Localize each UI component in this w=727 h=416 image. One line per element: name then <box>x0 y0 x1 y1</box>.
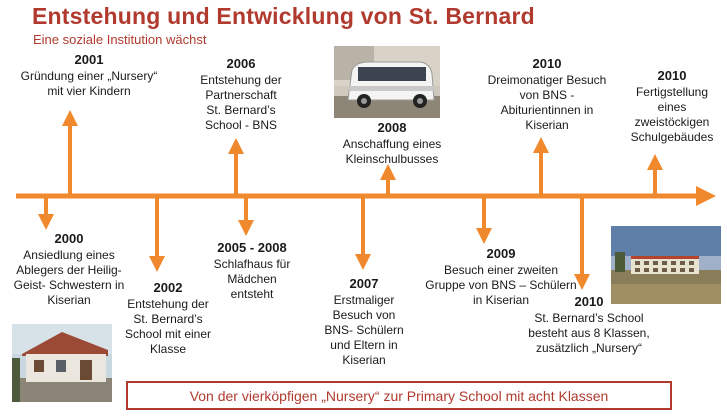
page-title: Entstehung und Entwicklung von St. Bernard <box>32 3 535 29</box>
event-description: Entstehung der St. Bernard’s School mit einer Klasse <box>124 297 212 356</box>
event-year: 2009 <box>486 246 516 261</box>
event-year: 2008 <box>377 120 407 135</box>
event-year: 2001 <box>74 52 104 67</box>
event-year: 2010 <box>574 294 604 309</box>
summary-banner: Von der vierköpfigen „Nursery“ zur Primary School mit acht Klassen <box>126 381 672 410</box>
event-2005-2008 <box>194 240 310 302</box>
event-description: Schlafhaus für Mädchen entsteht <box>213 257 291 301</box>
event-year: 2010 <box>532 56 562 71</box>
convent-house-photo <box>12 324 112 402</box>
event-description: Ansiedlung eines Ablegers der Heilig- Geist- Schwestern in Kiserian <box>13 248 125 307</box>
event-year: 2002 <box>153 280 183 295</box>
school-bus-photo <box>334 46 440 118</box>
event-2001 <box>6 52 172 99</box>
event-description: Fertigstellung eines zweistöckigen Schulgebäudes <box>630 85 714 144</box>
event-year: 2006 <box>226 56 256 71</box>
event-year: 2005 - 2008 <box>217 240 287 255</box>
event-2007 <box>314 276 414 368</box>
event-description: Gründung einer „Nursery“ mit vier Kindern <box>20 69 158 98</box>
event-description: Entstehung der Partnerschaft St. Bernard’s School - BNS <box>200 73 282 132</box>
event-description: Anschaffung eines Kleinschulbusses <box>342 137 442 166</box>
event-2006 <box>178 56 304 133</box>
event-2010-visit <box>474 56 620 133</box>
event-description: Dreimonatiger Besuch von BNS - Abiturientinnen in Kiserian <box>487 73 607 132</box>
event-year: 2010 <box>657 68 687 83</box>
event-2008 <box>322 120 462 167</box>
event-description: St. Bernard’s School besteht aus 8 Klassen, zusätzlich „Nursery“ <box>528 311 650 355</box>
event-description: Erstmaliger Besuch von BNS- Schülern und Eltern in Kiserian <box>324 293 404 367</box>
event-2010-building <box>622 68 722 145</box>
page-subtitle: Eine soziale Institution wächst <box>33 32 207 47</box>
school-building-photo <box>611 226 721 304</box>
event-description: Besuch einer zweiten Gruppe von BNS – Schülern in Kiserian <box>425 263 577 307</box>
event-year: 2007 <box>349 276 379 291</box>
event-year: 2000 <box>54 231 84 246</box>
